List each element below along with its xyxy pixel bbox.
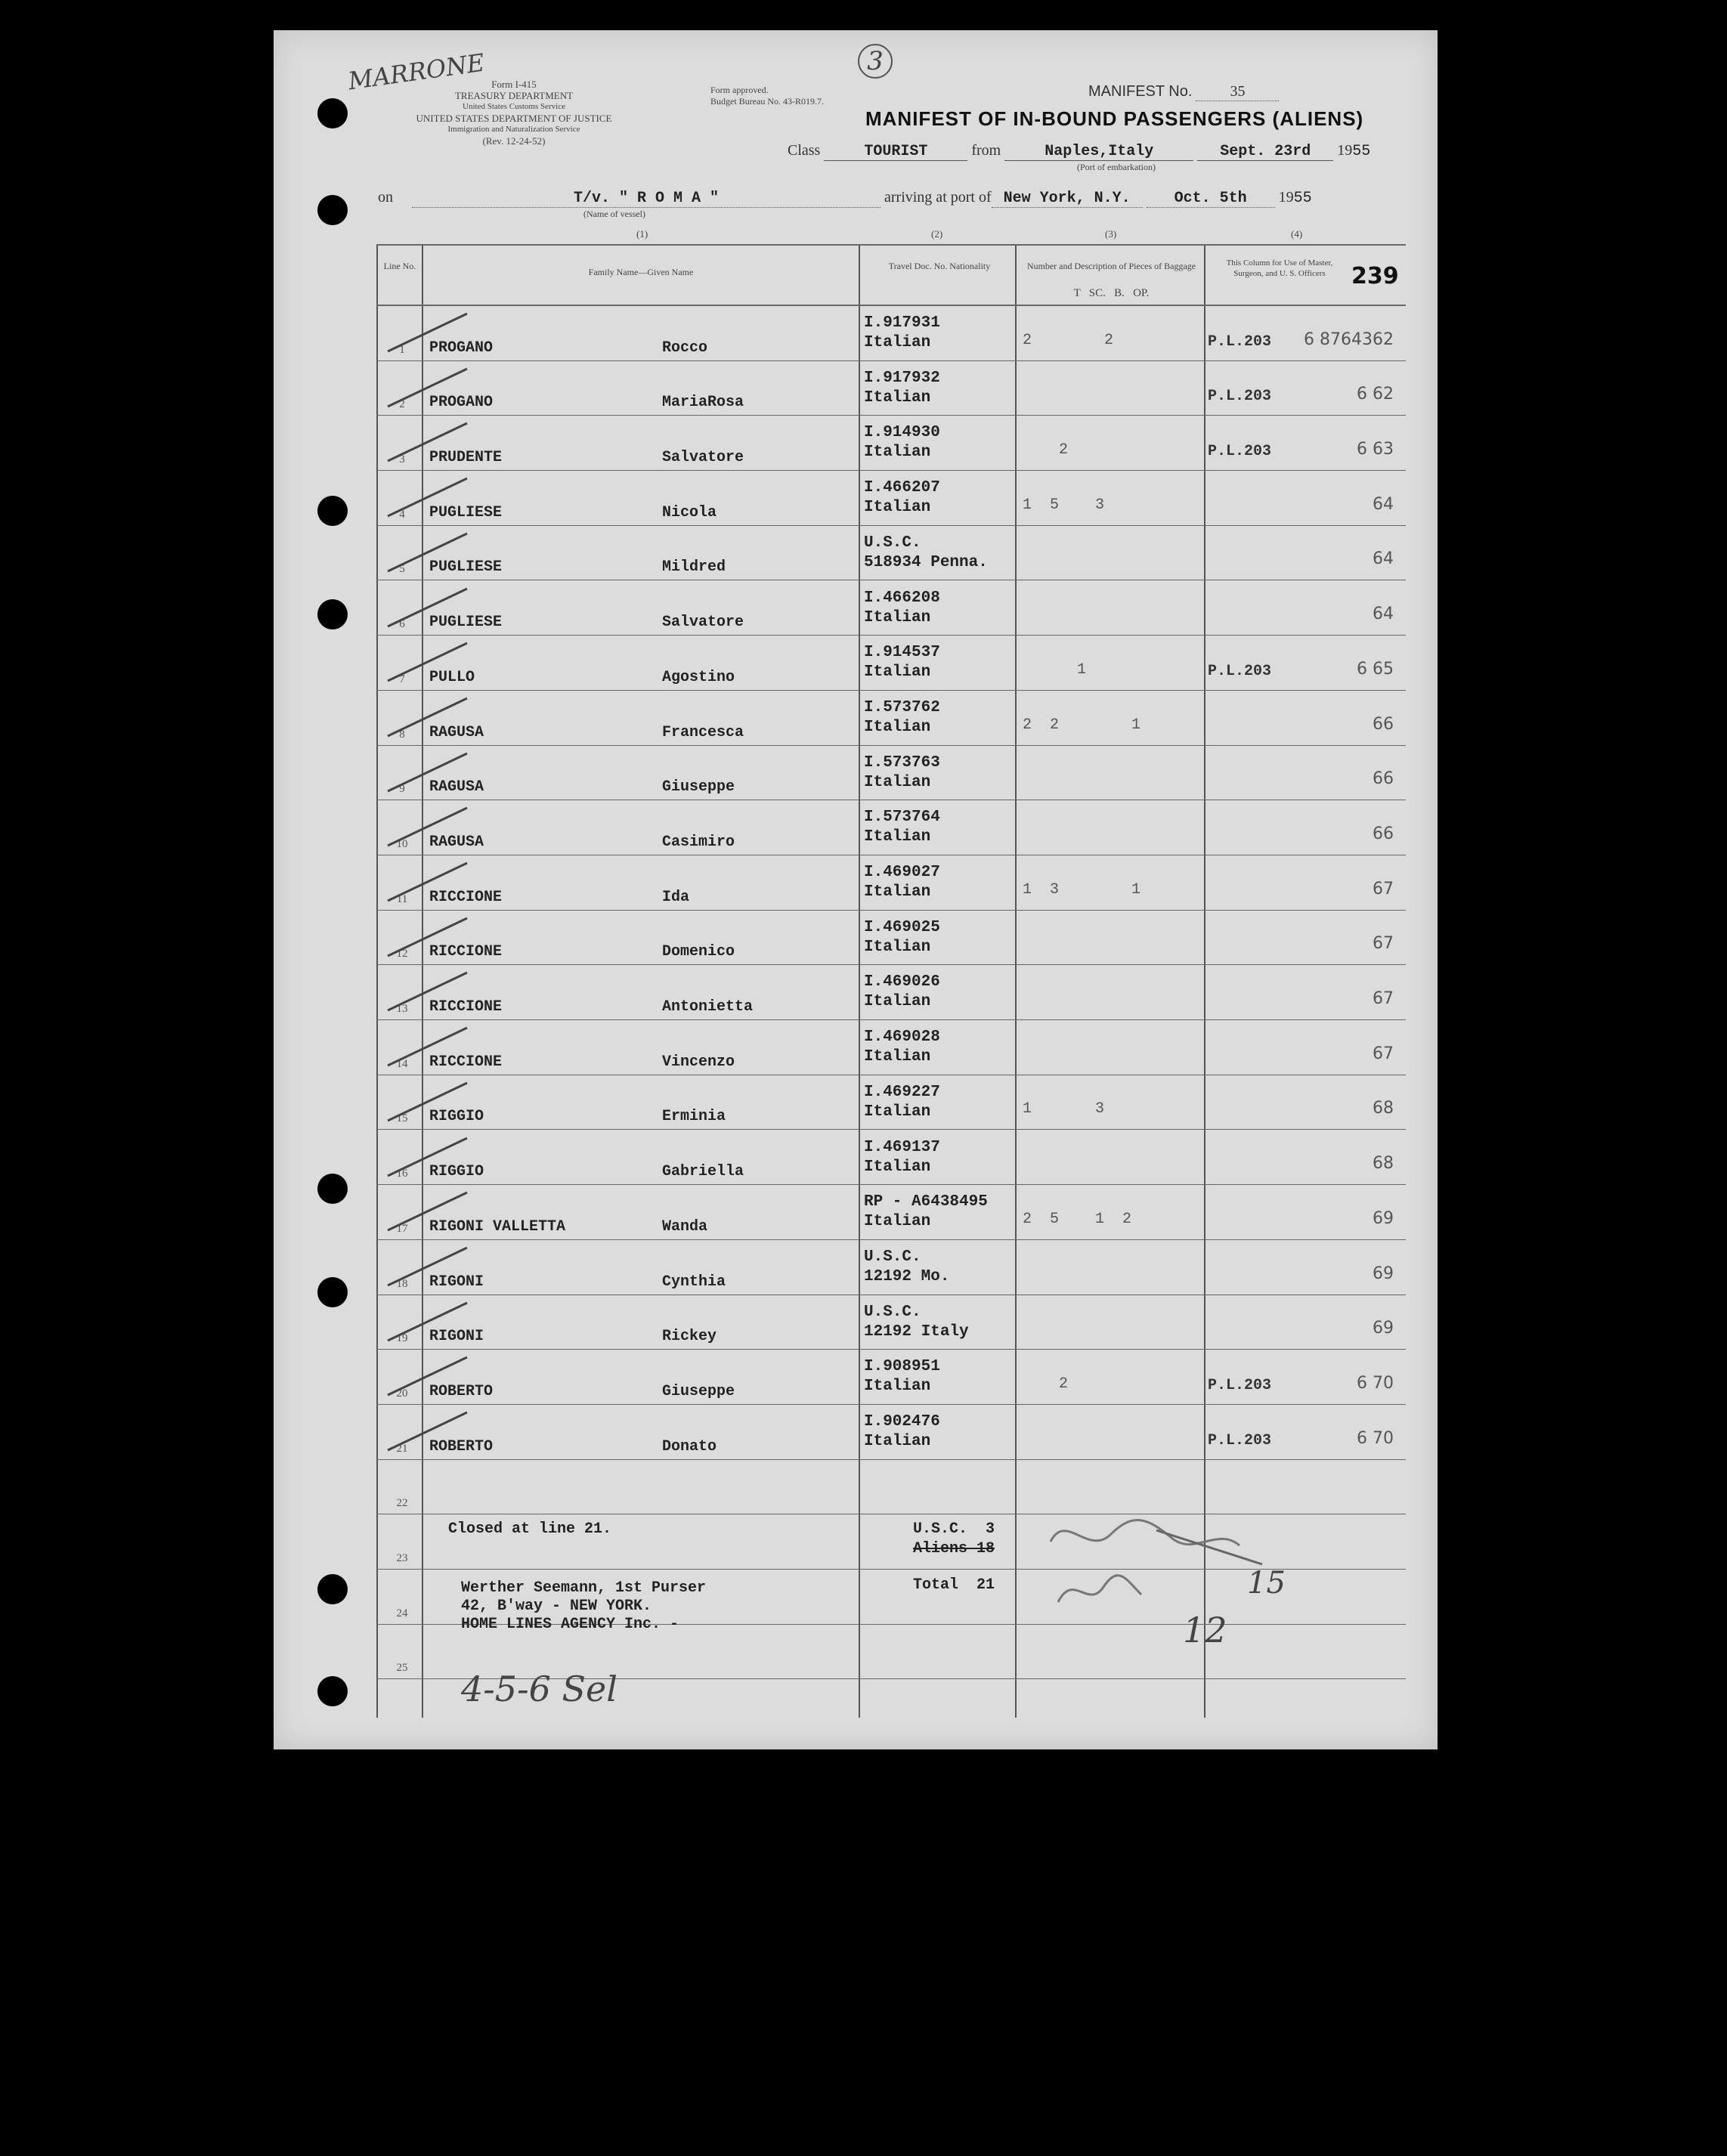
- table-row: [376, 1460, 1406, 1515]
- table-row: [376, 1131, 1406, 1186]
- line-number: 24: [396, 1607, 408, 1619]
- doc-number: I.466207: [864, 479, 940, 497]
- given-name: Casimiro: [662, 833, 735, 851]
- table-row: [376, 1295, 1406, 1350]
- col-num-2: (2): [931, 228, 943, 240]
- check-mark-icon: [384, 471, 475, 524]
- row-code: 64: [1373, 549, 1394, 569]
- given-name: Gabriella: [662, 1163, 744, 1181]
- line-number: 16: [396, 1168, 408, 1180]
- col-header-name: Family Name—Given Name: [588, 267, 694, 277]
- nationality: Italian: [864, 773, 931, 791]
- family-name: RIGGIO: [429, 1163, 484, 1181]
- check-mark-icon: [384, 1131, 475, 1183]
- doc-number: I.469027: [864, 864, 940, 881]
- baggage-count: 1 3 1: [1023, 880, 1141, 899]
- check-mark-icon: [384, 581, 475, 634]
- travel-doc: [864, 1028, 940, 1067]
- family-name: RAGUSA: [429, 778, 484, 797]
- page-number: 239: [1351, 263, 1399, 289]
- check-mark-icon: [384, 1020, 475, 1073]
- nationality: Italian: [864, 608, 931, 626]
- total-usc: U.S.C. 3: [913, 1520, 995, 1538]
- given-name: Rickey: [662, 1328, 717, 1346]
- table-row: [376, 361, 1406, 416]
- check-mark-icon: [384, 526, 475, 579]
- line-number: 1: [399, 343, 405, 356]
- doc-number: I.469137: [864, 1138, 940, 1156]
- check-mark-icon: [384, 691, 475, 744]
- line-number: 23: [396, 1552, 408, 1565]
- check-mark-icon: [384, 361, 475, 414]
- nationality: Italian: [864, 1378, 931, 1396]
- officer-note: P.L.203: [1208, 1376, 1272, 1394]
- doc-number: I.469025: [864, 918, 940, 936]
- doc-number: I.908951: [864, 1358, 940, 1376]
- col-header-doc: Travel Doc. No. Nationality: [888, 261, 991, 271]
- family-name: PUGLIESE: [429, 503, 503, 521]
- doc-number: I.573764: [864, 809, 940, 827]
- row-code: 6 70: [1357, 1373, 1394, 1393]
- travel-doc: [864, 1192, 988, 1232]
- check-mark-icon: [384, 1350, 475, 1403]
- row-code: 66: [1373, 769, 1394, 789]
- check-mark-icon: [384, 1295, 475, 1348]
- nationality: Italian: [864, 718, 931, 736]
- travel-doc: [864, 1303, 969, 1342]
- family-name: PUGLIESE: [429, 558, 503, 577]
- dept-treasury-sub: United States Customs Service: [463, 102, 565, 111]
- row-code: 6 63: [1357, 440, 1394, 459]
- handwritten-selection: 4-5-6 Sel: [461, 1669, 617, 1709]
- family-name: PROGANO: [429, 394, 494, 412]
- family-name: RIGONI VALLETTA: [429, 1217, 566, 1236]
- doc-number: RP - A6438495: [864, 1193, 988, 1211]
- manifest-value: 35: [1196, 83, 1279, 101]
- given-name: Giuseppe: [662, 778, 735, 797]
- row-code: 6 65: [1357, 659, 1394, 679]
- arrival-date: Oct. 5th: [1147, 190, 1275, 208]
- from-value: Naples,Italy: [1004, 143, 1193, 161]
- row-code: 67: [1373, 989, 1394, 1009]
- check-mark-icon: [384, 1075, 475, 1128]
- manifest-table: [376, 244, 1406, 1718]
- given-name: Agostino: [662, 668, 735, 686]
- given-name: Francesca: [662, 723, 744, 741]
- punch-hole: [317, 496, 348, 526]
- officer-note: P.L.203: [1208, 443, 1272, 461]
- line-number: 22: [396, 1497, 408, 1510]
- family-name: RICCIONE: [429, 943, 503, 961]
- punch-hole: [317, 1676, 348, 1706]
- baggage-count: 1 3: [1023, 1100, 1105, 1118]
- line-number: 19: [396, 1332, 408, 1345]
- travel-doc: [864, 808, 940, 847]
- from-label: from: [971, 142, 1001, 159]
- col-header-baggage-sub: T SC. B. OP.: [1073, 287, 1150, 299]
- baggage-count: 1: [1023, 660, 1087, 679]
- doc-number: I.917932: [864, 369, 940, 387]
- nationality: Italian: [864, 388, 931, 407]
- given-name: Salvatore: [662, 449, 744, 467]
- vessel-line: [378, 189, 1312, 208]
- manifest-number: [1088, 83, 1279, 101]
- travel-doc: [864, 369, 940, 408]
- doc-number: I.902476: [864, 1413, 940, 1431]
- baggage-count: 2 2: [1023, 331, 1114, 349]
- punch-hole: [317, 1574, 348, 1604]
- punch-hole: [317, 98, 348, 128]
- handwritten-count-12: 12: [1183, 1610, 1227, 1650]
- line-number: 18: [396, 1277, 408, 1290]
- table-row: [376, 471, 1406, 526]
- family-name: PULLO: [429, 668, 475, 686]
- line-number: 25: [396, 1662, 408, 1675]
- travel-doc: [864, 1138, 940, 1177]
- family-name: RICCIONE: [429, 998, 503, 1016]
- given-name: Domenico: [662, 943, 735, 961]
- family-name: RIGGIO: [429, 1108, 484, 1126]
- row-code: 6 62: [1357, 385, 1394, 404]
- line-number: 7: [399, 673, 405, 685]
- doc-number: I.914537: [864, 644, 940, 662]
- check-mark-icon: [384, 1240, 475, 1293]
- given-name: Rocco: [662, 339, 708, 357]
- agency-address: 42, B'way - NEW YORK.: [461, 1598, 652, 1615]
- punch-hole: [317, 1174, 348, 1204]
- departure-year: 55: [1352, 143, 1371, 160]
- purser-name: Werther Seemann, 1st Purser: [461, 1579, 707, 1597]
- col-num-4: (4): [1291, 228, 1303, 240]
- punch-hole: [317, 599, 348, 629]
- officer-note: P.L.203: [1208, 1431, 1272, 1449]
- travel-doc: [864, 1357, 940, 1397]
- line-number: 17: [396, 1222, 408, 1235]
- doc-number: I.573763: [864, 753, 940, 772]
- family-name: PUGLIESE: [429, 614, 503, 632]
- doc-number: I.466208: [864, 589, 940, 607]
- nationality: Italian: [864, 993, 931, 1011]
- row-code: 69: [1373, 1264, 1394, 1283]
- line-number: 21: [396, 1442, 408, 1455]
- table-row: [376, 581, 1406, 636]
- doc-number: I.469227: [864, 1083, 940, 1101]
- family-name: PROGANO: [429, 339, 494, 357]
- nationality: Italian: [864, 444, 931, 462]
- check-mark-icon: [384, 306, 475, 359]
- table-row: [376, 306, 1406, 361]
- manifest-label: MANIFEST No.: [1088, 83, 1193, 100]
- nationality: Italian: [864, 664, 931, 682]
- officer-note: P.L.203: [1208, 333, 1272, 351]
- table-row: [376, 526, 1406, 581]
- given-name: Erminia: [662, 1108, 726, 1126]
- table-row: [376, 1240, 1406, 1295]
- form-approved: Form approved.: [710, 85, 769, 95]
- given-name: Nicola: [662, 503, 717, 521]
- nationality: Italian: [864, 499, 931, 517]
- doc-number: I.917931: [864, 314, 940, 332]
- row-code: 69: [1373, 1208, 1394, 1228]
- given-name: Wanda: [662, 1217, 708, 1236]
- signature-scrawl: [1043, 1511, 1270, 1625]
- nationality: 518934 Penna.: [864, 553, 988, 571]
- given-name: Donato: [662, 1437, 717, 1455]
- check-mark-icon: [384, 965, 475, 1018]
- nationality: 12192 Italy: [864, 1322, 969, 1341]
- class-label: Class: [788, 142, 821, 159]
- row-code: 6 8764362: [1304, 329, 1394, 349]
- line-number: 9: [399, 783, 405, 796]
- dept-justice-sub: Immigration and Naturalization Service: [447, 125, 580, 134]
- col-header-baggage: Number and Description of Pieces of Baggage: [1026, 261, 1196, 271]
- table-row: [376, 911, 1406, 966]
- table-row: [376, 1020, 1406, 1075]
- travel-doc: [864, 918, 940, 957]
- doc-number: I.469028: [864, 1029, 940, 1047]
- travel-doc: [864, 698, 940, 738]
- travel-doc: [864, 973, 940, 1012]
- baggage-count: 2: [1023, 441, 1069, 459]
- travel-doc: [864, 423, 940, 462]
- table-row: [376, 855, 1406, 911]
- baggage-count: 2: [1023, 1375, 1069, 1393]
- travel-doc: [864, 534, 988, 573]
- signature-icon: [1043, 1511, 1270, 1625]
- closed-note: Closed at line 21.: [448, 1520, 612, 1538]
- baggage-count: 2 2 1: [1023, 716, 1141, 734]
- travel-doc: [864, 753, 940, 793]
- row-code: 67: [1373, 1044, 1394, 1063]
- check-mark-icon: [384, 911, 475, 964]
- row-code: 66: [1373, 714, 1394, 734]
- travel-doc: [864, 478, 940, 518]
- row-code: 68: [1373, 1099, 1394, 1118]
- family-name: ROBERTO: [429, 1437, 494, 1455]
- doc-number: I.914930: [864, 424, 940, 442]
- handwritten-count-15: 15: [1247, 1566, 1286, 1601]
- table-row: [376, 1350, 1406, 1405]
- table-row: [376, 636, 1406, 691]
- dept-justice: UNITED STATES DEPARTMENT OF JUSTICE: [416, 113, 612, 124]
- nationality: Italian: [864, 1048, 931, 1066]
- line-number: 12: [396, 948, 408, 960]
- travel-doc: [864, 589, 940, 628]
- line-number: 20: [396, 1387, 408, 1400]
- handwritten-name: MARRONE: [346, 48, 487, 96]
- arrival-year-prefix: 19: [1278, 189, 1294, 206]
- agency-name: HOME LINES AGENCY Inc. -: [461, 1616, 679, 1633]
- table-top-line: [376, 244, 1406, 246]
- doc-number: U.S.C.: [864, 1303, 921, 1321]
- arrival-port: New York, N.Y.: [992, 190, 1143, 208]
- check-mark-icon: [384, 1185, 475, 1238]
- class-line: [788, 142, 1370, 161]
- on-label: on: [378, 189, 393, 206]
- check-mark-icon: [384, 855, 475, 908]
- travel-doc: [864, 314, 940, 353]
- check-mark-icon: [384, 746, 475, 799]
- travel-doc: [864, 1083, 940, 1122]
- col-num-3: (3): [1105, 228, 1117, 240]
- revision: (Rev. 12-24-52): [482, 135, 546, 147]
- table-row: [376, 1405, 1406, 1460]
- travel-doc: [864, 1248, 949, 1287]
- row-code: 68: [1373, 1154, 1394, 1174]
- officer-note: P.L.203: [1208, 662, 1272, 680]
- nationality: Italian: [864, 883, 931, 901]
- port-embark-note: (Port of embarkation): [1077, 162, 1156, 172]
- doc-number: U.S.C.: [864, 534, 921, 552]
- line-number: 11: [396, 892, 408, 905]
- vessel-name: T/v. " R O M A ": [412, 190, 881, 208]
- family-name: RICCIONE: [429, 1053, 503, 1071]
- vessel-note: (Name of vessel): [583, 209, 645, 219]
- row-code: 67: [1373, 934, 1394, 954]
- nationality: Italian: [864, 828, 931, 846]
- line-number: 8: [399, 728, 405, 741]
- nationality: Italian: [864, 938, 931, 956]
- table-row: [376, 416, 1406, 471]
- family-name: RAGUSA: [429, 833, 484, 851]
- nationality: Italian: [864, 1213, 931, 1231]
- check-mark-icon: [384, 800, 475, 853]
- baggage-count: 2 5 1 2: [1023, 1210, 1132, 1228]
- line-number: 4: [399, 508, 405, 521]
- budget-bureau: Budget Bureau No. 43-R019.7.: [710, 96, 824, 107]
- row-code: 66: [1373, 824, 1394, 843]
- col-header-officers: This Column for Use of Master, Surgeon, and U. S. Officers: [1226, 258, 1333, 278]
- row-code: 64: [1373, 494, 1394, 514]
- family-name: RICCIONE: [429, 888, 503, 906]
- table-row: [376, 965, 1406, 1020]
- year-prefix: 19: [1337, 142, 1353, 159]
- table-row: [376, 1185, 1406, 1240]
- line-number: 5: [399, 563, 405, 576]
- family-name: RIGONI: [429, 1328, 484, 1346]
- page-title: MANIFEST OF IN-BOUND PASSENGERS (ALIENS): [865, 107, 1364, 130]
- dept-treasury: TREASURY DEPARTMENT: [454, 90, 574, 101]
- form-no: Form I-415: [491, 79, 537, 90]
- row-code: 69: [1373, 1319, 1394, 1338]
- nationality: Italian: [864, 334, 931, 351]
- line-number: 2: [399, 398, 405, 411]
- departure-date: Sept. 23rd: [1197, 143, 1333, 161]
- table-row: [376, 800, 1406, 855]
- line-number: 15: [396, 1112, 408, 1125]
- travel-doc: [864, 863, 940, 902]
- doc-number: U.S.C.: [864, 1248, 921, 1266]
- given-name: Salvatore: [662, 614, 744, 632]
- given-name: Giuseppe: [662, 1382, 735, 1400]
- family-name: RAGUSA: [429, 723, 484, 741]
- table-row: [376, 746, 1406, 801]
- doc-number: I.469026: [864, 973, 940, 991]
- nationality: Italian: [864, 1158, 931, 1176]
- doc-number: I.573762: [864, 698, 940, 716]
- total-aliens: Aliens 18: [913, 1540, 995, 1557]
- arriving-label: arriving at port of: [884, 189, 992, 206]
- check-mark-icon: [384, 1405, 475, 1458]
- given-name: Mildred: [662, 558, 726, 577]
- row-code: 64: [1373, 605, 1394, 624]
- family-name: PRUDENTE: [429, 449, 503, 467]
- baggage-count: 1 5 3: [1023, 496, 1105, 514]
- given-name: Ida: [662, 888, 690, 906]
- form-number: [378, 79, 650, 147]
- given-name: Cynthia: [662, 1273, 726, 1291]
- nationality: 12192 Mo.: [864, 1267, 950, 1285]
- row-code: 67: [1373, 879, 1394, 899]
- circled-number: 3: [858, 44, 893, 79]
- nationality: Italian: [864, 1433, 931, 1450]
- family-name: RIGONI: [429, 1273, 484, 1291]
- line-number: 3: [399, 453, 405, 466]
- total-all: Total 21: [913, 1576, 995, 1594]
- class-value: TOURIST: [824, 143, 967, 161]
- officer-note: P.L.203: [1208, 388, 1272, 406]
- given-name: Vincenzo: [662, 1053, 735, 1071]
- line-number: 14: [396, 1057, 408, 1070]
- col-num-1: (1): [636, 228, 648, 240]
- punch-hole: [317, 1277, 348, 1307]
- given-name: MariaRosa: [662, 394, 744, 412]
- travel-doc: [864, 643, 940, 682]
- table-row: [376, 1075, 1406, 1131]
- table-row: [376, 691, 1406, 746]
- given-name: Antonietta: [662, 998, 754, 1016]
- line-number: 10: [396, 837, 408, 850]
- line-number: 6: [399, 618, 405, 631]
- check-mark-icon: [384, 416, 475, 469]
- line-number: 13: [396, 1003, 408, 1016]
- approval: [710, 85, 824, 107]
- nationality: Italian: [864, 1103, 931, 1121]
- arrival-year: 55: [1293, 190, 1312, 207]
- check-mark-icon: [384, 636, 475, 688]
- row-code: 6 70: [1357, 1428, 1394, 1448]
- col-header-line-no: Line No.: [383, 261, 416, 271]
- family-name: ROBERTO: [429, 1382, 494, 1400]
- travel-doc: [864, 1412, 940, 1452]
- punch-hole: [317, 195, 348, 225]
